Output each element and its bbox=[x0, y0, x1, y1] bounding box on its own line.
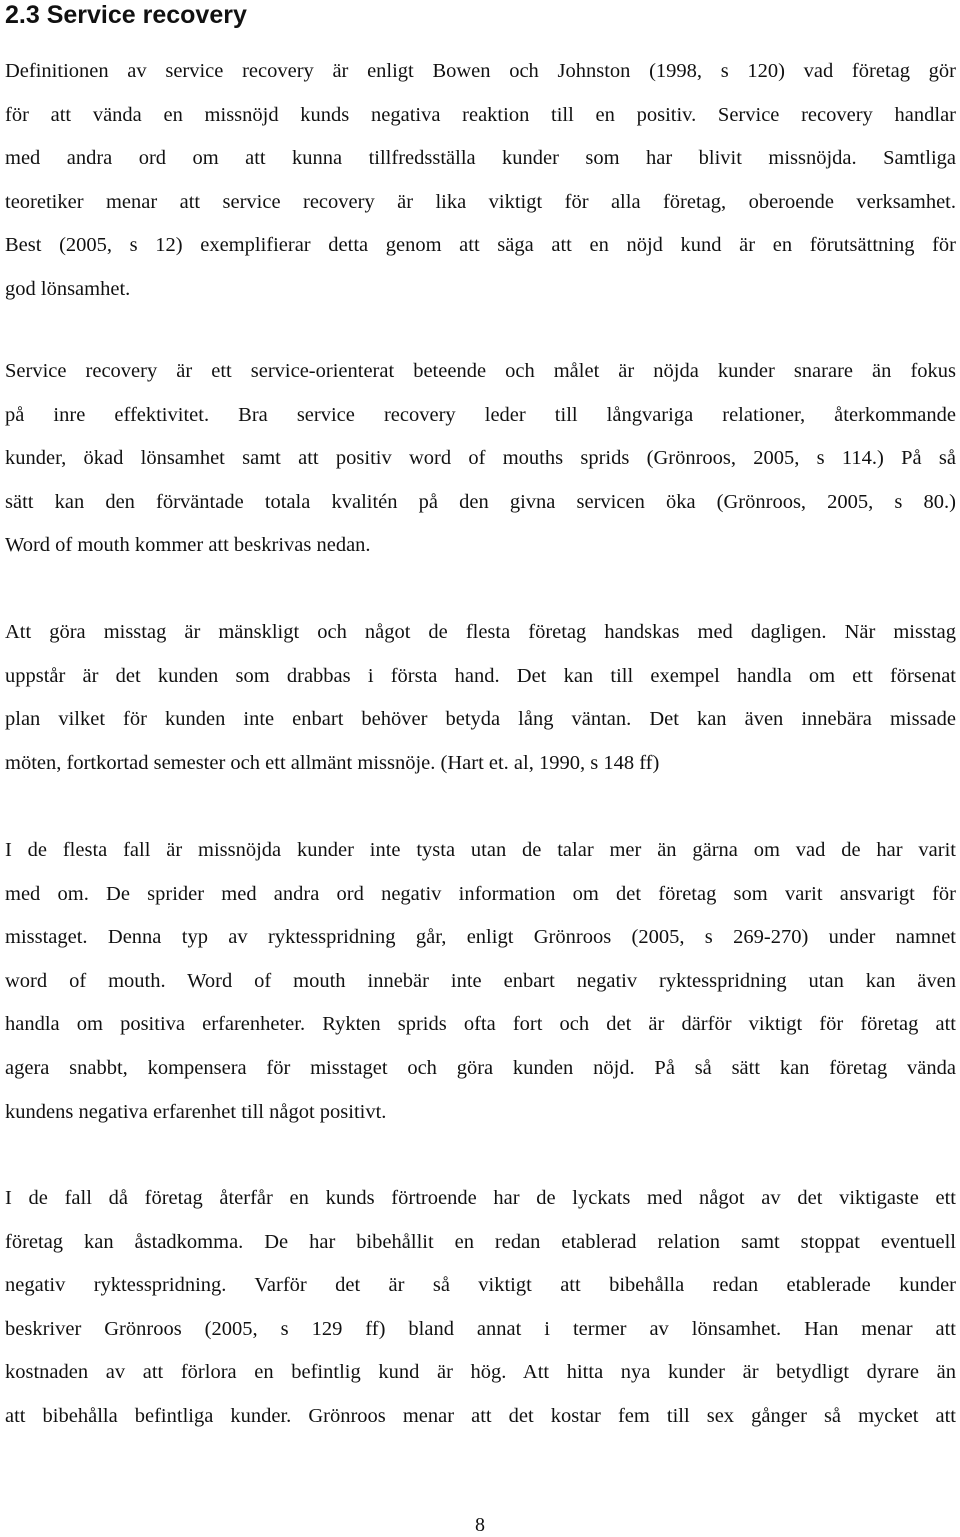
paragraph-line: uppstår är det kunden som drabbas i första hand. Det kan till exempel handla om ett försenat bbox=[5, 664, 956, 687]
paragraph-line: kunder, ökad lönsamhet samt att positiv word of mouths sprids (Grönroos, 2005, s 114.) På så bbox=[5, 447, 956, 470]
paragraph-line: plan vilket för kunden inte enbart behöver betyda lång väntan. Det kan även innebära missade bbox=[5, 708, 956, 731]
paragraph-line: med andra ord om att kunna tillfredsställa kunder som har blivit missnöjda. Samtliga bbox=[5, 147, 956, 170]
paragraph-line: I de flesta fall är missnöjda kunder inte tysta utan de talar mer än gärna om vad de har varit bbox=[5, 839, 956, 861]
paragraph-line: Att göra misstag är mänskligt och något de flesta företag handskas med dagligen. När misstag bbox=[5, 621, 956, 643]
paragraph-line: möten, fortkortad semester och ett allmänt missnöje. (Hart et. al, 1990, s 148 ff) bbox=[5, 751, 660, 774]
paragraph-2 bbox=[5, 350, 956, 568]
paragraph-4 bbox=[5, 829, 956, 1134]
paragraph-line: word of mouth. Word of mouth innebär inte enbart negativ ryktesspridning utan kan även bbox=[5, 969, 956, 992]
paragraph-line: för att vända en missnöjd kunds negativa reaktion till en positiv. Service recovery handlar bbox=[5, 103, 956, 126]
paragraph-line: kostnaden av att förlora en befintlig kund är hög. Att hitta nya kunder är betydligt dyrare än bbox=[5, 1361, 956, 1384]
paragraph-line: agera snabbt, kompensera för misstaget och göra kunden nöjd. På så sätt kan företag vända bbox=[5, 1056, 956, 1079]
paragraph-line: att bibehålla befintliga kunder. Grönroos menar att det kostar fem till sex gånger så mycket att bbox=[5, 1404, 956, 1427]
paragraph-line: Best (2005, s 12) exemplifierar detta genom att säga att en nöjd kund är en förutsättning för bbox=[5, 234, 956, 257]
paragraph-3 bbox=[5, 611, 956, 785]
paragraph-line: I de fall då företag återfår en kunds förtroende har de lyckats med något av det viktigaste ett bbox=[5, 1187, 956, 1209]
page-number: 8 bbox=[475, 1514, 485, 1536]
section-heading: 2.3 Service recovery bbox=[5, 1, 247, 29]
paragraph-line: Service recovery är ett service-orienterat beteende och målet är nöjda kunder snarare än fokus bbox=[5, 360, 956, 382]
paragraph-line: god lönsamhet. bbox=[5, 277, 131, 300]
paragraph-line: teoretiker menar att service recovery är lika viktigt för alla företag, oberoende verksamhet. bbox=[5, 190, 956, 213]
paragraph-line: negativ ryktesspridning. Varför det är så viktigt att bibehålla redan etablerade kunder bbox=[5, 1274, 956, 1297]
paragraph-line: handla om positiva erfarenheter. Rykten sprids ofta fort och det är därför viktigt för företag att bbox=[5, 1013, 956, 1036]
paragraph-line: beskriver Grönroos (2005, s 129 ff) bland annat i termer av lönsamhet. Han menar att bbox=[5, 1317, 956, 1340]
paragraph-line: företag kan åstadkomma. De har bibehållit en redan etablerad relation samt stoppat eventuell bbox=[5, 1230, 956, 1253]
paragraph-line: sätt kan den förväntade totala kvalitén på den givna servicen öka (Grönroos, 2005, s 80.) bbox=[5, 490, 956, 513]
paragraph-line: Word of mouth kommer att beskrivas nedan. bbox=[5, 534, 371, 557]
paragraph-line: Definitionen av service recovery är enligt Bowen och Johnston (1998, s 120) vad företag gör bbox=[5, 60, 956, 82]
paragraph-5 bbox=[5, 1177, 956, 1439]
paragraph-line: på inre effektivitet. Bra service recovery leder till långvariga relationer, återkommande bbox=[5, 403, 956, 426]
paragraph-line: kundens negativa erfarenhet till något positivt. bbox=[5, 1100, 387, 1123]
paragraph-line: misstaget. Denna typ av ryktesspridning går, enligt Grönroos (2005, s 269-270) under namnet bbox=[5, 926, 956, 949]
paragraph-line: med om. De sprider med andra ord negativ information om det företag som varit ansvarigt för bbox=[5, 882, 956, 905]
paragraph-1 bbox=[5, 50, 956, 312]
